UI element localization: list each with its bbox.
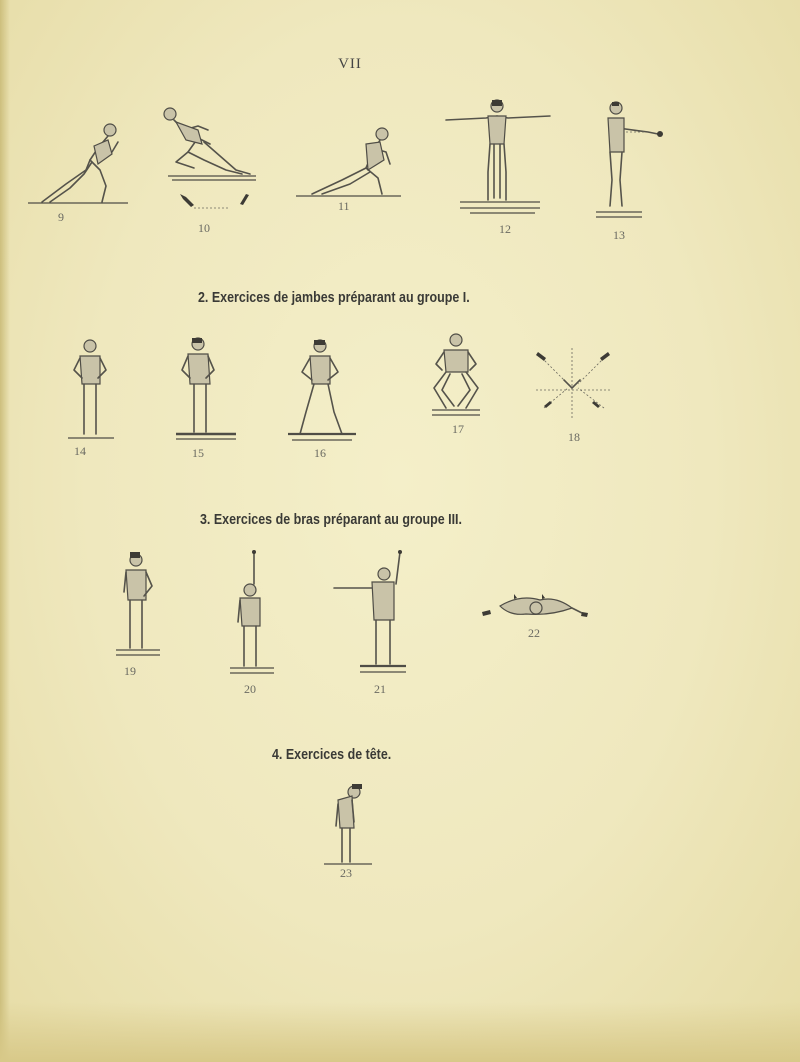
figure-number: 22 <box>528 626 540 640</box>
one-arm-up-one-side-figure-icon <box>330 548 406 678</box>
figure-number: 15 <box>192 446 204 460</box>
figure-number: 16 <box>314 446 326 460</box>
figure-number: 9 <box>58 210 64 224</box>
figure-number: 23 <box>340 866 352 880</box>
arm-bent-figure-icon <box>112 548 164 660</box>
squat-figure-icon <box>428 328 484 420</box>
figure-number: 21 <box>374 682 386 696</box>
figure-number: 20 <box>244 682 256 696</box>
section-heading: 4. Exercices de tête. <box>272 747 392 763</box>
head-bend-figure-icon <box>322 782 374 872</box>
page-number: VII <box>338 56 362 72</box>
arms-outstretched-figure-icon <box>440 92 555 222</box>
section-heading: 3. Exercices de bras préparant au groupe III. <box>200 512 462 528</box>
figure-number: 18 <box>568 430 580 444</box>
figure-number: 10 <box>198 221 210 235</box>
section-heading: 2. Exercices de jambes préparant au groupe I. <box>198 290 470 306</box>
heel-raise-figure-icon <box>174 332 238 444</box>
page-bottom-stain <box>0 1002 800 1062</box>
figure-number: 12 <box>499 222 511 236</box>
side-lunge-figure-icon <box>286 122 401 202</box>
arm-raised-figure-icon <box>226 548 278 678</box>
foot-positions-diagram-icon <box>534 348 614 428</box>
figure-number: 19 <box>124 664 136 678</box>
arm-forward-figure-icon <box>588 96 668 222</box>
hands-on-hips-figure-icon <box>66 334 116 444</box>
figure-number: 14 <box>74 444 86 458</box>
figure-number: 17 <box>452 422 464 436</box>
deep-lunge-figure-icon <box>158 104 258 216</box>
figure-number: 13 <box>613 228 625 242</box>
prone-figure-icon <box>480 592 590 626</box>
legs-apart-figure-icon <box>284 334 360 444</box>
figure-number: 11 <box>338 199 350 213</box>
page-edge-shadow <box>0 0 10 1062</box>
lunge-figure-icon <box>28 118 128 208</box>
